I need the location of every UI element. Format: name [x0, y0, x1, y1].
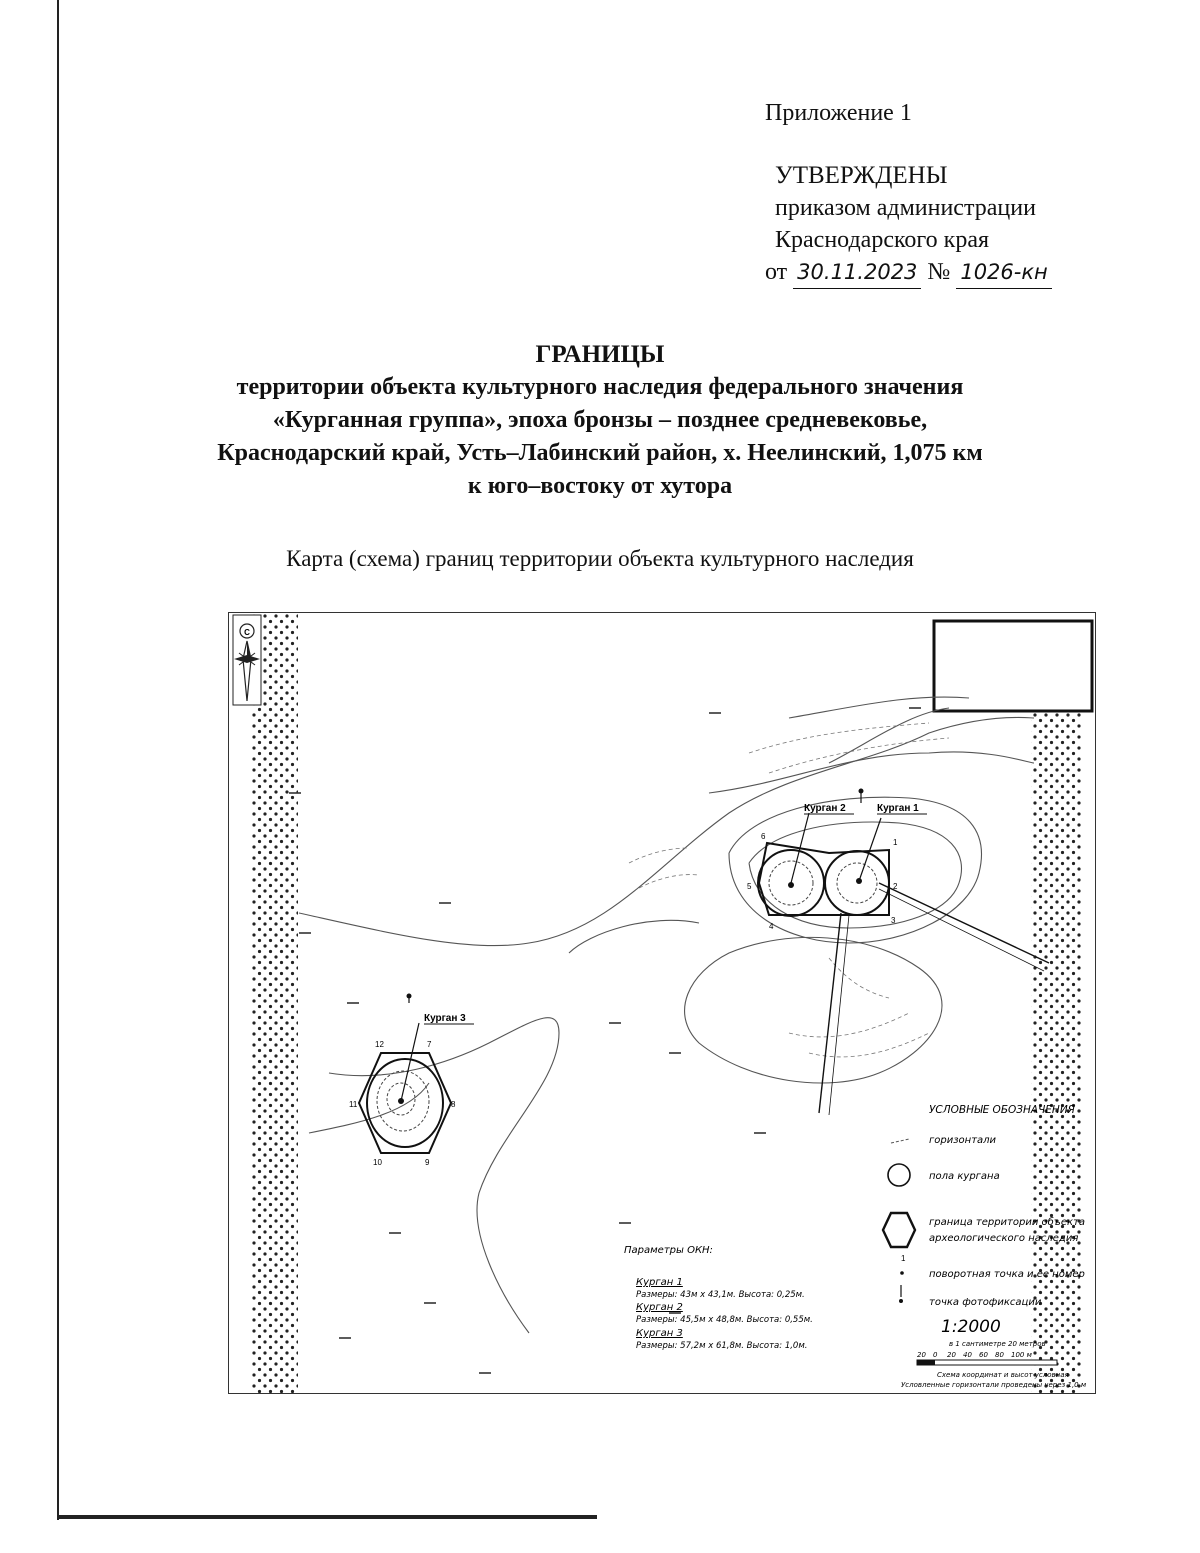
annex-label: Приложение 1: [765, 100, 912, 126]
terrain-contours: [299, 697, 1034, 1333]
approved-heading: УТВЕРЖДЕНЫ: [775, 162, 948, 189]
north-letter: С: [244, 628, 250, 637]
scale-tick-2: 0: [933, 1351, 938, 1359]
order-line-1: приказом администрации: [775, 195, 1036, 221]
point-1: 1: [893, 838, 898, 847]
scale-tick-5: 60: [979, 1351, 988, 1359]
title-line-1: территории объекта культурного наследия федерального значения: [236, 374, 964, 400]
bottom-rule: [57, 1515, 597, 1519]
point-8: 8: [451, 1100, 456, 1109]
site-map: [228, 612, 1096, 1394]
legend-heading: УСЛОВНЫЕ ОБОЗНАЧЕНИЯ: [929, 1104, 1075, 1116]
title-line-4: к юго–востоку от хутора: [467, 473, 733, 499]
legend-photo-point: точка фотофиксации: [929, 1297, 1042, 1308]
order-line-2: Краснодарского края: [775, 227, 990, 253]
legend-contours: горизонтали: [929, 1135, 997, 1146]
scale-tick-4: 40: [963, 1351, 972, 1359]
scale-ticks: [917, 1351, 1033, 1359]
scale-tick-6: 80: [995, 1351, 1004, 1359]
legend-boundary-icon: [883, 1213, 915, 1247]
point-4: 4: [769, 922, 774, 931]
svg-text:1: 1: [901, 1254, 906, 1263]
params-k1-name: Курган 1: [636, 1277, 683, 1288]
parameters-block: [624, 1245, 813, 1351]
kurgan-2-label: Курган 2: [804, 803, 846, 814]
params-k1-dims: Размеры: 43м х 43,1м. Высота: 0,25м.: [636, 1290, 805, 1300]
point-5: 5: [747, 882, 752, 891]
kurgan-3-floor: [367, 1059, 443, 1147]
title-line-3: Краснодарский край, Усть–Лабинский район, х. Неелинский, 1,075 км: [217, 440, 983, 466]
map-drawing: [229, 613, 1095, 1393]
scale-tick-7: 100 м: [1011, 1351, 1032, 1359]
params-heading: Параметры ОКН:: [624, 1245, 713, 1256]
params-k2-dims: Размеры: 45,5м х 48,8м. Высота: 0,55м.: [636, 1315, 813, 1325]
dotted-strip-left: [251, 613, 298, 1393]
legend-boundary-line-2: археологического наследия: [929, 1233, 1079, 1244]
legend-photo-point-icon: [899, 1299, 903, 1303]
scale-bar: [917, 1360, 1057, 1365]
point-9: 9: [425, 1158, 430, 1167]
kurgan-3-boundary: [359, 1053, 451, 1153]
document-title: [200, 338, 1000, 503]
point-11: 11: [349, 1100, 358, 1109]
kurgan-1-label: Курган 1: [877, 803, 919, 814]
scale-note: в 1 сантиметре 20 метров: [949, 1340, 1046, 1348]
title-line-2: «Курганная группа», эпоха бронзы – позднее средневековье,: [272, 407, 928, 433]
order-date-line: [765, 256, 1052, 289]
params-k3-dims: Размеры: 57,2м х 61,8м. Высота: 1,0м.: [636, 1341, 808, 1351]
point-12: 12: [375, 1040, 384, 1049]
scale-tick-3: 20: [947, 1351, 956, 1359]
kurgan-3-label: Курган 3: [424, 1013, 466, 1024]
scale-tick-1: 20: [917, 1351, 926, 1359]
point-10: 10: [373, 1158, 382, 1167]
params-k3-name: Курган 3: [636, 1328, 683, 1339]
left-margin-line: [57, 0, 59, 1520]
params-k2-name: Курган 2: [636, 1302, 683, 1313]
order-date: 30.11.2023: [793, 256, 921, 289]
contour-hatching: [629, 723, 949, 1057]
scale-footnote-1: Схема координат и высот условная: [937, 1371, 1069, 1379]
approval-block: [765, 160, 1052, 289]
title-main: ГРАНИЦЫ: [535, 341, 665, 368]
dotted-strip-right: [1031, 713, 1081, 1393]
legend-floor-icon: [888, 1164, 910, 1186]
point-6: 6: [761, 832, 766, 841]
legend-floor: пола кургана: [929, 1171, 1000, 1182]
point-7: 7: [427, 1040, 432, 1049]
scale-ratio: 1:2000: [941, 1317, 1001, 1337]
legend-boundary-line-1: граница территории объекта: [929, 1217, 1086, 1228]
map-subtitle: Карта (схема) границ территории объекта культурного наследия: [286, 546, 914, 571]
order-number: 1026-кн: [956, 256, 1051, 289]
scale-footnote-2: Условленные горизонтали проведены через 1,0 м: [901, 1381, 1087, 1389]
turning-points: [349, 832, 898, 1167]
point-2: 2: [893, 882, 898, 891]
point-3: 3: [891, 916, 896, 925]
legend-turn-point: поворотная точка и ее номер: [929, 1269, 1085, 1280]
legend-turn-point-icon: [900, 1271, 904, 1275]
number-prefix: №: [927, 259, 951, 285]
date-prefix: от: [765, 259, 788, 285]
